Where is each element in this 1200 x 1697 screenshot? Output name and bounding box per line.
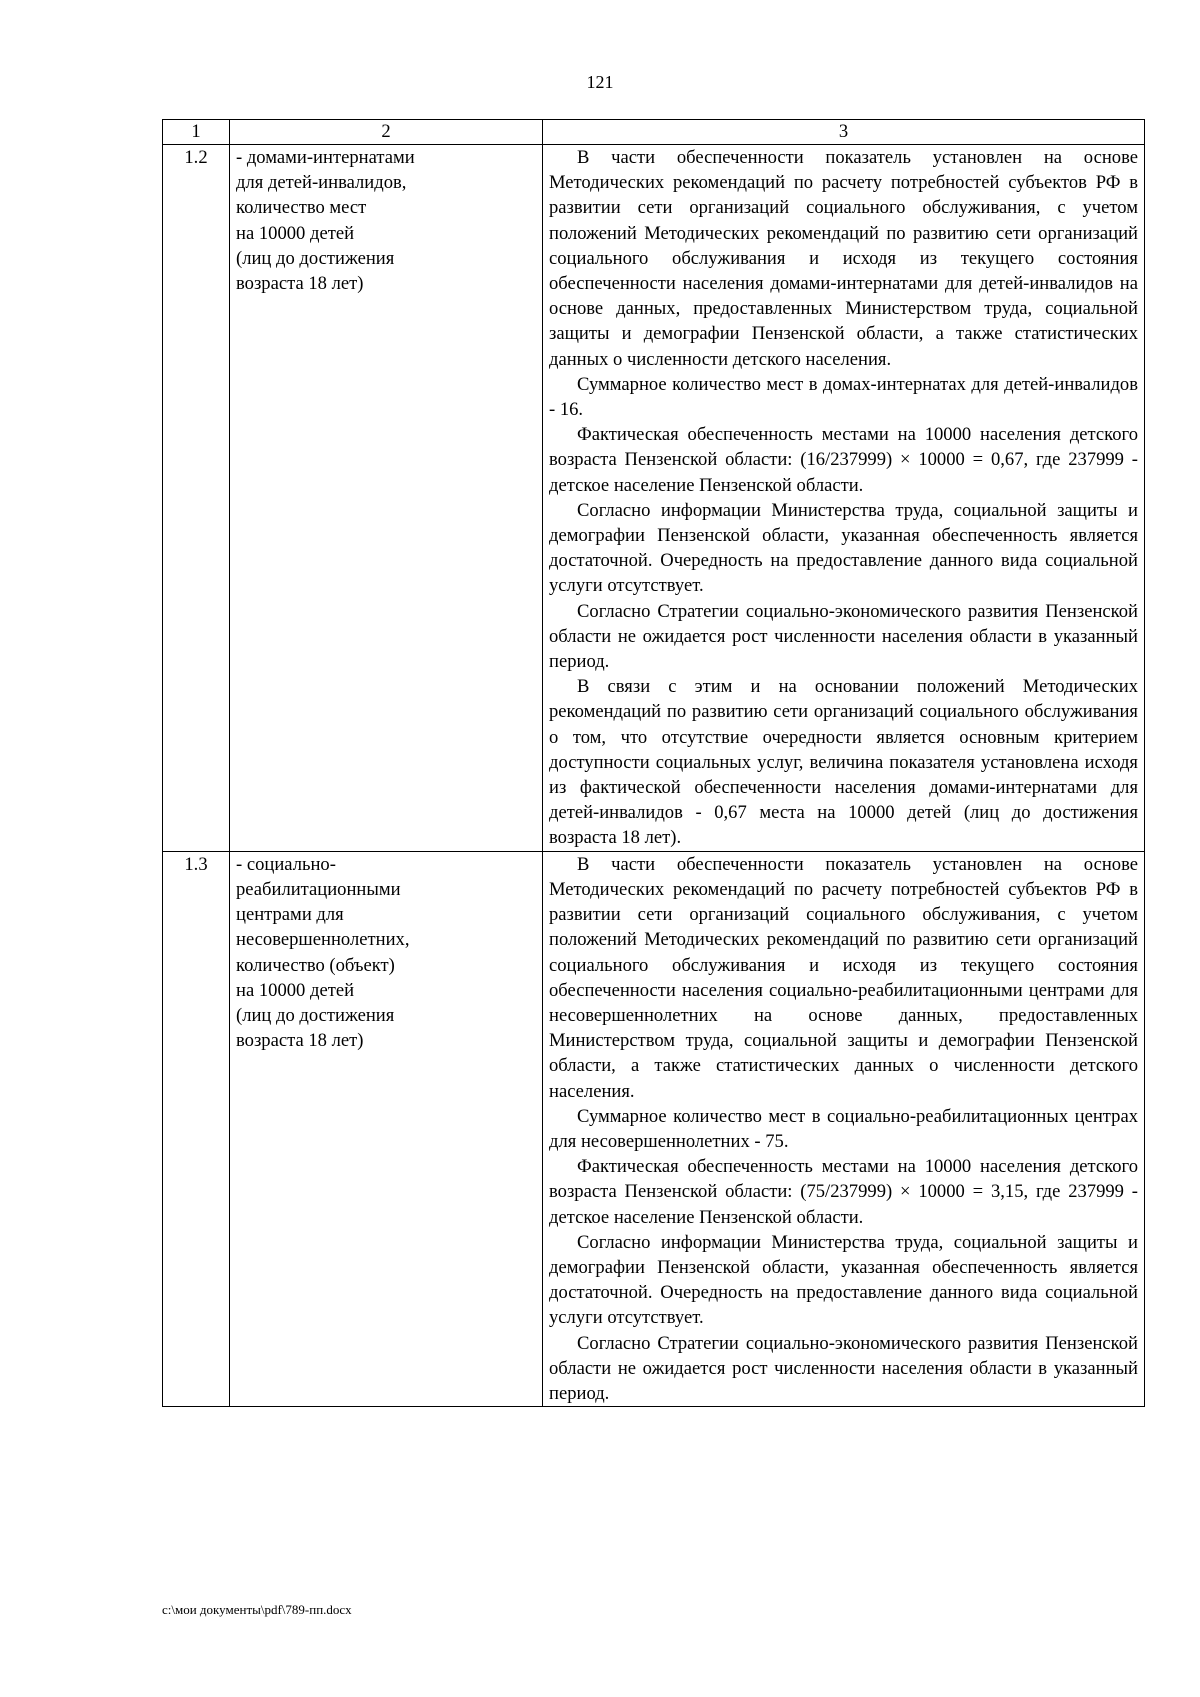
row-number: 1.3 — [163, 851, 230, 1406]
description-cell — [543, 145, 1145, 852]
description-paragraph: Согласно Стратегии социально-экономического развития Пензенской области не ожидается рост численности населения области в указанный период. — [549, 1332, 1138, 1404]
column-header-2: 2 — [230, 120, 543, 145]
description-paragraph: Фактическая обеспеченность местами на 10000 населения детского возраста Пензенской области: (16/237999) × 10000 = 0,67, где 237999 - детское население Пензенской области. — [549, 424, 1138, 496]
description-cell — [543, 851, 1145, 1406]
indicator-line: на 10000 детей — [236, 222, 355, 244]
column-header-3: 3 — [543, 120, 1145, 145]
description-paragraph: Согласно информации Министерства труда, социальной защиты и демографии Пензенской области, указанная обеспеченность является достаточной. Очередность на предоставление данного вида социальной услуги отсутствует. — [549, 499, 1138, 597]
indicator-line: реабилитационными — [236, 878, 401, 900]
description-paragraph: В связи с этим и на основании положений Методических рекомендаций по развитию сети организаций социального обслуживания о том, что отсутствие очередности является основным критерием доступности социальных услуг, величина показателя установлена исходя из фактической обеспеченности населения домами-интернатами для детей-инвалидов - 0,67 места на 10000 детей (лиц до достижения возраста 18 лет). — [549, 676, 1138, 849]
indicator-cell — [230, 851, 543, 1406]
description-paragraph: В части обеспеченности показатель установлен на основе Методических рекомендаций по расчету потребностей субъектов РФ в развитии сети организаций социального обслуживания, с учетом положений Методических рекомендаций по развитию сети организаций социального обслуживания и исходя из текущего состояния обеспеченности населения социально-реабилитационными центрами для несовершеннолетних на основе данных, предоставленных Министерством труда, социальной защиты и демографии Пензенской области, а также статистических данных о численности детского населения. — [549, 853, 1138, 1102]
indicator-line: - социально- — [236, 853, 336, 875]
table-row — [163, 851, 1145, 1406]
description-paragraph: Суммарное количество мест в социально-реабилитационных центрах для несовершеннолетних - 75. — [549, 1105, 1138, 1152]
table-header-row — [163, 120, 1145, 145]
indicator-line: центрами для — [236, 904, 344, 926]
indicator-line: для детей-инвалидов, — [236, 172, 407, 194]
description-paragraph: Согласно Стратегии социально-экономического развития Пензенской области не ожидается рост численности населения области в указанный период. — [549, 600, 1138, 673]
indicator-line: (лиц до достижения — [236, 247, 395, 269]
row-number: 1.2 — [163, 145, 230, 852]
indicator-line: на 10000 детей — [236, 979, 355, 1001]
indicator-table — [162, 119, 1145, 1407]
page-number: 121 — [586, 72, 614, 92]
indicator-line: количество мест — [236, 197, 367, 219]
indicator-cell — [230, 145, 543, 852]
indicator-line: возраста 18 лет) — [236, 1030, 364, 1052]
table-row — [163, 145, 1145, 852]
description-paragraph: Суммарное количество мест в домах-интернатах для детей-инвалидов - 16. — [549, 373, 1138, 421]
description-paragraph: Согласно информации Министерства труда, социальной защиты и демографии Пензенской области, указанная обеспеченность является достаточной. Очередность на предоставление данного вида социальной услуги отсутствует. — [549, 1231, 1138, 1329]
indicator-line: (лиц до достижения — [236, 1004, 395, 1026]
indicator-line: возраста 18 лет) — [236, 273, 364, 295]
indicator-line: количество (объект) — [236, 954, 395, 976]
indicator-line: - домами-интернатами — [236, 147, 415, 168]
column-header-1: 1 — [163, 120, 230, 145]
indicator-line: несовершеннолетних, — [236, 929, 410, 951]
footer-file-path: c:\мои документы\pdf\789-пп.docx — [162, 1602, 352, 1617]
description-paragraph: Фактическая обеспеченность местами на 10000 населения детского возраста Пензенской области: (75/237999) × 10000 = 3,15, где 237999 - детское население Пензенской области. — [549, 1156, 1138, 1228]
description-paragraph: В части обеспеченности показатель установлен на основе Методических рекомендаций по расчету потребностей субъектов РФ в развитии сети организаций социального обслуживания, с учетом положений Методических рекомендаций по развитию сети организаций социального обслуживания и исходя из текущего состояния обеспеченности населения домами-интернатами для детей-инвалидов на основе данных, предоставленных Министерством труда, социальной защиты и демографии Пензенской области, а также статистических данных о численности детского населения. — [549, 147, 1138, 370]
